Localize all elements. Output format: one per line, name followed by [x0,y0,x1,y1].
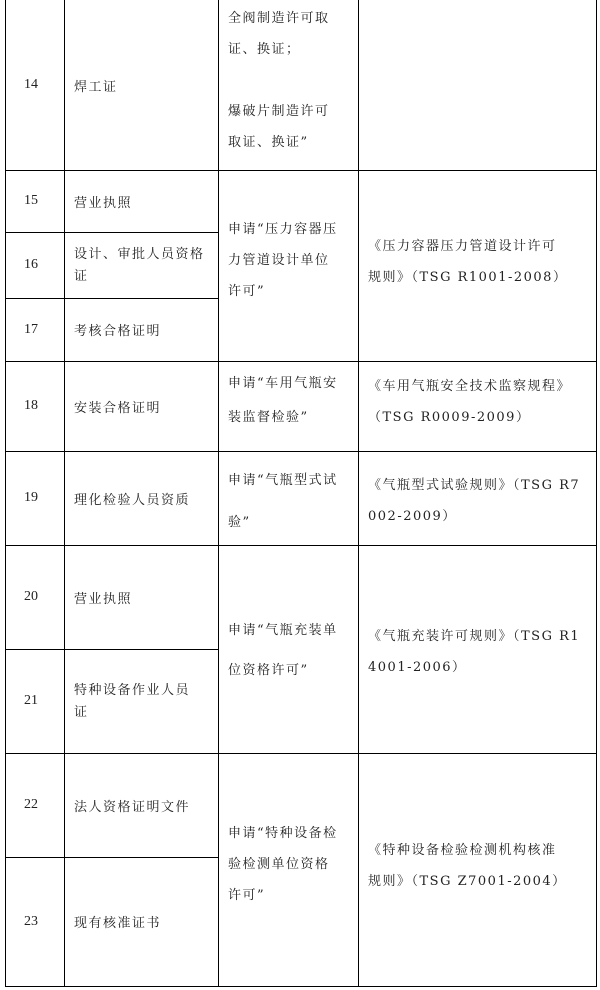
row-number: 16 [24,257,38,272]
text-line: 爆破片制造许可 [228,104,330,119]
regulation-cell [368,835,594,897]
table-left-border [5,0,6,987]
row-number: 18 [24,398,38,413]
row-number: 20 [24,589,38,604]
text-line: 申请“气瓶充装单 [228,623,338,638]
text-line [228,65,356,96]
row-number: 15 [24,193,38,208]
text-line: 证 [74,269,89,284]
regulation-cell [368,621,594,683]
text-line: 验检测单位资格 [228,857,330,872]
material-cell: 考核合格证明 [74,324,162,339]
text-line: 证、换证； [228,42,301,57]
text-line: （TSG R0009-2009） [368,410,531,425]
table-bottom-border [5,986,597,987]
row-number: 23 [24,913,38,929]
row-number: 14 [24,77,38,92]
text-line: 许可” [228,888,266,903]
item-cell [228,818,356,911]
material-cell: 焊工证 [74,79,118,95]
row-number: 17 [24,321,38,337]
item-cell [228,214,356,307]
text-line: 申请“压力容器压 [228,222,338,237]
material-cell: 理化检验人员资质 [74,492,191,508]
regulation-cell [368,470,594,532]
text-line: 《特种设备检验检测机构核准 [368,843,557,858]
row-number: 21 [24,693,38,708]
text-line: 《气瓶型式试验规则》（TSG R7 [368,478,581,493]
table-right-border [596,0,597,987]
text-line: 位资格许可” [228,663,309,678]
material-cell: 现有核准证书 [74,916,162,931]
text-line: 申请“特种设备检 [228,826,338,841]
material-cell [74,244,216,288]
column-divider [358,0,359,987]
row-number: 19 [24,490,38,505]
row-number: 22 [24,797,38,812]
text-line: 验” [228,515,251,530]
text-line: 申请“车用气瓶安 [228,376,338,391]
text-line: 力管道设计单位 [228,253,330,268]
text-line: 《压力容器压力管道设计许可 [368,239,557,254]
text-line: 特种设备作业人员 [74,683,191,698]
column-divider [218,0,219,987]
text-line: 装监督检验” [228,410,309,425]
material-cell: 法人资格证明文件 [74,799,191,815]
text-line: 全阀制造许可取 [228,11,330,26]
item-cell [228,460,356,544]
text-line: 002-2009） [368,509,457,524]
item-cell [228,369,356,438]
material-cell: 安装合格证明 [74,400,162,416]
text-line: 4001-2006） [368,660,467,675]
text-line: 规则》（TSG R1001-2008） [368,270,568,285]
text-line: 证 [74,705,89,720]
item-cell [228,611,356,691]
text-line: 规则》（TSG Z7001-2004） [368,874,567,889]
item-cell [228,3,356,158]
column-divider [64,0,65,987]
text-line: 《车用气瓶安全技术监察规程》 [368,379,572,394]
material-cell [74,680,216,724]
regulation-cell [368,371,594,433]
text-line: 申请“气瓶型式试 [228,473,338,488]
material-cell: 营业执照 [74,591,133,607]
text-line: 许可” [228,284,266,299]
regulation-cell [368,231,594,293]
text-line: 取证、换证” [228,135,309,150]
text-line: 《气瓶充装许可规则》（TSG R1 [368,629,581,644]
material-cell: 营业执照 [74,195,133,211]
text-line: 设计、审批人员资格 [74,247,205,262]
